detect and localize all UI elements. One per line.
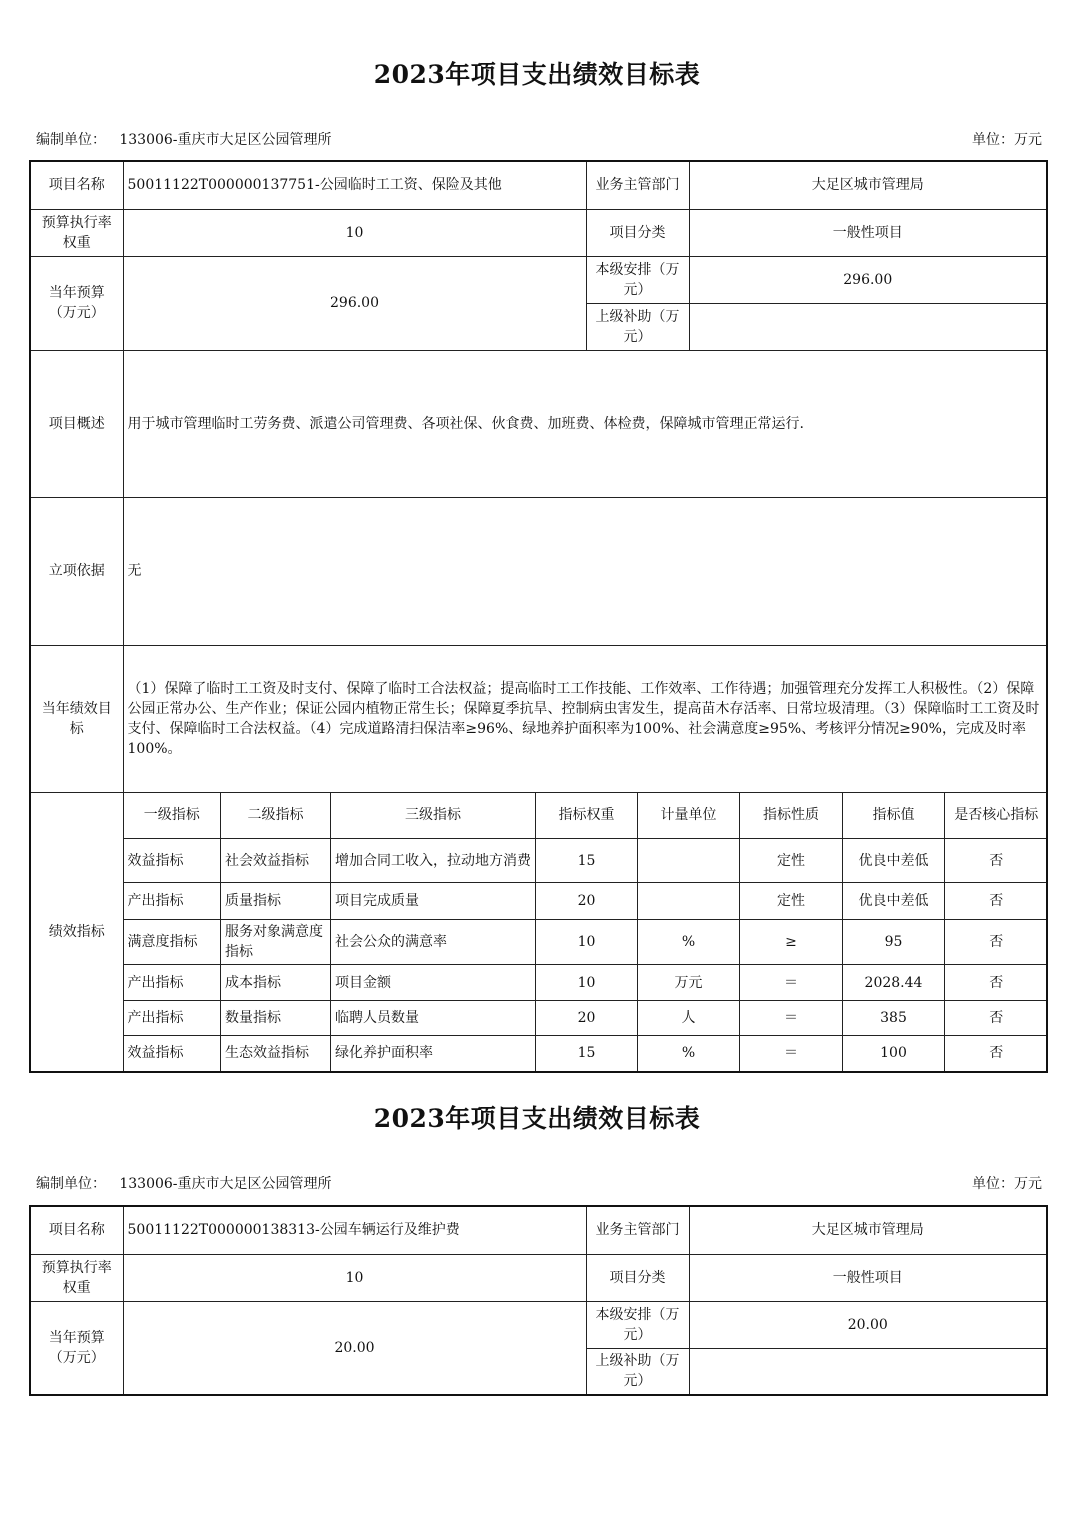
upper-label: 上级补助（万元） <box>586 1348 689 1395</box>
table-row <box>124 883 1048 920</box>
project-name-label: 项目名称 <box>30 161 123 209</box>
cell-core: 否 <box>945 965 1048 1001</box>
cell-core: 否 <box>945 1001 1048 1036</box>
cell-weight: 20 <box>536 883 638 920</box>
cell-level3: 临聘人员数量 <box>331 1001 536 1036</box>
goal-label: 当年绩效目标 <box>30 645 123 792</box>
table-row <box>124 839 1048 883</box>
header-level3: 三级指标 <box>331 793 536 839</box>
cell-level2: 生态效益指标 <box>221 1036 331 1071</box>
cell-unit: 人 <box>638 1001 740 1036</box>
org-value: 133006-重庆市大足区公园管理所 <box>119 1176 332 1192</box>
upper-value <box>689 303 1047 350</box>
cell-weight: 15 <box>536 839 638 883</box>
table-row <box>124 965 1048 1001</box>
indicator-table <box>124 793 1048 1071</box>
cell-level1: 产出指标 <box>124 965 221 1001</box>
cell-weight: 15 <box>536 1036 638 1071</box>
header-nature: 指标性质 <box>740 793 843 839</box>
cell-core: 否 <box>945 920 1048 965</box>
header-weight: 指标权重 <box>536 793 638 839</box>
cell-level1: 满意度指标 <box>124 920 221 965</box>
table-row <box>124 920 1048 965</box>
indicator-cell <box>123 792 1047 1072</box>
rate-value: 10 <box>123 1254 586 1301</box>
meta-row <box>36 1173 1042 1193</box>
dept-value: 大足区城市管理局 <box>689 161 1047 209</box>
table-row <box>124 1001 1048 1036</box>
cell-nature: 定性 <box>740 839 843 883</box>
cell-unit: % <box>638 920 740 965</box>
cell-nature: 定性 <box>740 883 843 920</box>
cell-nature: ≥ <box>740 920 843 965</box>
cell-level3: 绿化养护面积率 <box>331 1036 536 1071</box>
cell-weight: 10 <box>536 920 638 965</box>
cell-level1: 产出指标 <box>124 883 221 920</box>
cell-core: 否 <box>945 1036 1048 1071</box>
cell-nature: ＝ <box>740 1036 843 1071</box>
budget-label: 当年预算（万元） <box>30 1301 123 1395</box>
indicator-label: 绩效指标 <box>30 792 123 1072</box>
cell-value: 95 <box>843 920 945 965</box>
org-value: 133006-重庆市大足区公园管理所 <box>119 132 332 148</box>
overview-label: 项目概述 <box>30 350 123 497</box>
cell-level2: 数量指标 <box>221 1001 331 1036</box>
cell-unit <box>638 883 740 920</box>
cell-level2: 质量指标 <box>221 883 331 920</box>
cell-level1: 效益指标 <box>124 1036 221 1071</box>
rate-label: 预算执行率权重 <box>30 1254 123 1301</box>
category-value: 一般性项目 <box>689 1254 1047 1301</box>
org-info <box>36 1173 332 1193</box>
page-title: 2023年项目支出绩效目标表 <box>373 1104 701 1133</box>
cell-unit: % <box>638 1036 740 1071</box>
dept-label: 业务主管部门 <box>586 1206 689 1254</box>
cell-level3: 社会公众的满意率 <box>331 920 536 965</box>
overview-text: 用于城市管理临时工劳务费、派遣公司管理费、各项社保、伙食费、加班费、体检费，保障城市管理正常运行. <box>123 350 1047 497</box>
header-level1: 一级指标 <box>124 793 221 839</box>
cell-value: 2028.44 <box>843 965 945 1001</box>
org-label: 编制单位： <box>36 132 106 148</box>
header-value: 指标值 <box>843 793 945 839</box>
cell-value: 100 <box>843 1036 945 1071</box>
cell-level2: 社会效益指标 <box>221 839 331 883</box>
goal-table-1 <box>29 160 1048 1073</box>
category-value: 一般性项目 <box>689 209 1047 256</box>
meta-row <box>36 129 1042 149</box>
cell-core: 否 <box>945 883 1048 920</box>
level-value: 20.00 <box>689 1301 1047 1348</box>
level-value: 296.00 <box>689 256 1047 303</box>
category-label: 项目分类 <box>586 209 689 256</box>
currency-unit: 单位：万元 <box>972 1176 1042 1192</box>
cell-value: 优良中差低 <box>843 883 945 920</box>
header-unit: 计量单位 <box>638 793 740 839</box>
goal-text: （1）保障了临时工工资及时支付、保障了临时工合法权益；提高临时工工作技能、工作效率、工作待遇；加强管理充分发挥工人积极性。（2）保障公园正常办公、生产作业；保证公园内植物正常生长；保障夏季抗旱、控制病虫害发生，提高苗木存活率、日常垃圾清理。（3）保障临时工工资及时支付、保障临时工合法权益。（4）完成道路清扫保洁率≥96%、绿地养护面积率为100%、社会满意度≥95%、考核评分情况≥90%，完成及时率100%。 <box>123 645 1047 792</box>
org-info <box>36 129 332 149</box>
cell-unit: 万元 <box>638 965 740 1001</box>
cell-level3: 项目完成质量 <box>331 883 536 920</box>
rate-value: 10 <box>123 209 586 256</box>
cell-weight: 10 <box>536 965 638 1001</box>
cell-weight: 20 <box>536 1001 638 1036</box>
project-name-value: 50011122T000000138313-公园车辆运行及维护费 <box>123 1206 586 1254</box>
level-label: 本级安排（万元） <box>586 1301 689 1348</box>
cell-nature: ＝ <box>740 1001 843 1036</box>
cell-level3: 项目金额 <box>331 965 536 1001</box>
cell-value: 优良中差低 <box>843 839 945 883</box>
rate-label: 预算执行率权重 <box>30 209 123 256</box>
budget-label: 当年预算（万元） <box>30 256 123 350</box>
basis-text: 无 <box>123 497 1047 645</box>
page-title: 2023年项目支出绩效目标表 <box>373 60 701 89</box>
indicator-header-row <box>124 793 1048 839</box>
cell-nature: ＝ <box>740 965 843 1001</box>
project-name-value: 50011122T000000137751-公园临时工工资、保险及其他 <box>123 161 586 209</box>
header-level2: 二级指标 <box>221 793 331 839</box>
table-row <box>124 1036 1048 1071</box>
goal-table-2 <box>29 1205 1048 1396</box>
cell-level1: 效益指标 <box>124 839 221 883</box>
upper-value <box>689 1348 1047 1395</box>
cell-level2: 服务对象满意度指标 <box>221 920 331 965</box>
cell-level1: 产出指标 <box>124 1001 221 1036</box>
cell-unit <box>638 839 740 883</box>
project-name-label: 项目名称 <box>30 1206 123 1254</box>
cell-level3: 增加合同工收入，拉动地方消费 <box>331 839 536 883</box>
currency-unit: 单位：万元 <box>972 132 1042 148</box>
budget-value: 296.00 <box>123 256 586 350</box>
level-label: 本级安排（万元） <box>586 256 689 303</box>
org-label: 编制单位： <box>36 1176 106 1192</box>
upper-label: 上级补助（万元） <box>586 303 689 350</box>
basis-label: 立项依据 <box>30 497 123 645</box>
cell-core: 否 <box>945 839 1048 883</box>
dept-value: 大足区城市管理局 <box>689 1206 1047 1254</box>
budget-value: 20.00 <box>123 1301 586 1395</box>
cell-level2: 成本指标 <box>221 965 331 1001</box>
dept-label: 业务主管部门 <box>586 161 689 209</box>
category-label: 项目分类 <box>586 1254 689 1301</box>
cell-value: 385 <box>843 1001 945 1036</box>
header-core: 是否核心指标 <box>945 793 1048 839</box>
